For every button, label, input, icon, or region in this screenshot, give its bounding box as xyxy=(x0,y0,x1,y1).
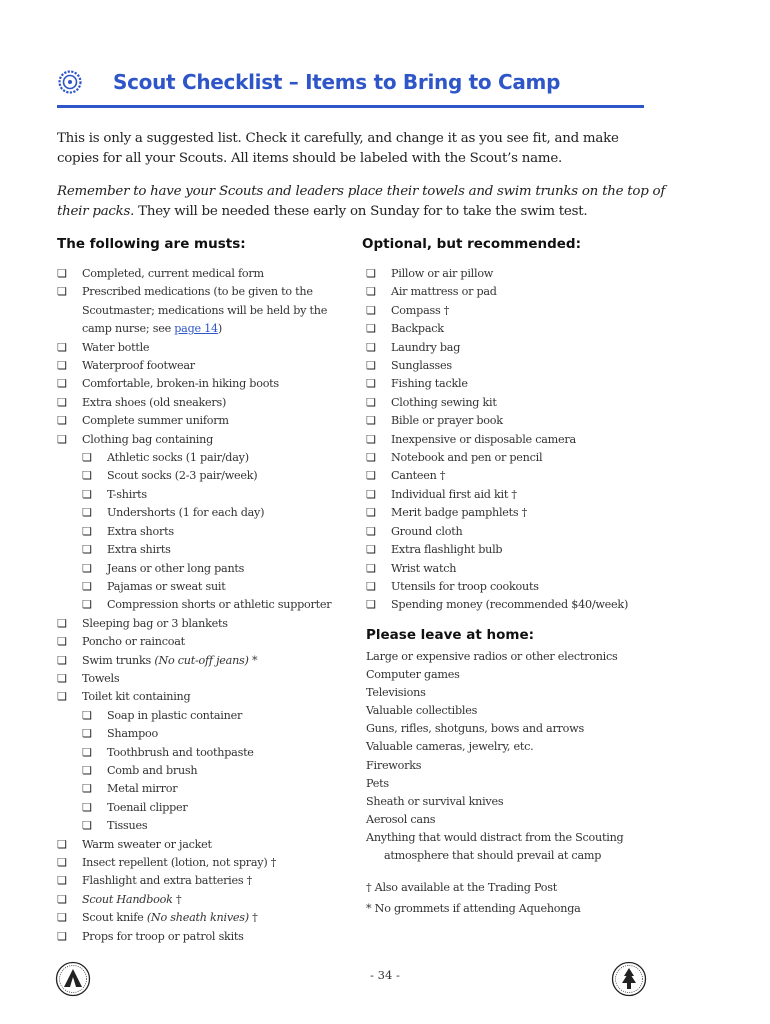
checklist-item xyxy=(57,302,347,320)
checkbox-icon[interactable]: ❏ xyxy=(82,598,92,612)
checkbox-icon[interactable]: ❏ xyxy=(57,340,67,354)
item-emphasis: (No cut-off jeans) xyxy=(154,653,249,667)
checkbox-icon[interactable]: ❏ xyxy=(82,506,92,520)
leave-home-item: Anything that would distract from the Scouting xyxy=(366,830,624,844)
checkbox-icon[interactable]: ❏ xyxy=(366,285,376,299)
checklist-item xyxy=(57,375,347,393)
leave-home-item: atmosphere that should prevail at camp xyxy=(384,849,602,863)
checklist-item xyxy=(366,394,666,412)
footnotes xyxy=(366,878,581,919)
leave-home-heading: Please leave at home: xyxy=(366,627,534,643)
checklist-item xyxy=(366,523,666,541)
item-text: Toenail clipper xyxy=(107,800,188,814)
checklist-item xyxy=(57,523,347,541)
item-text: camp nurse; see xyxy=(82,322,175,336)
checkbox-icon[interactable]: ❏ xyxy=(57,929,67,943)
item-text: Sunglasses xyxy=(391,359,452,373)
checkbox-icon[interactable]: ❏ xyxy=(366,414,376,428)
checkbox-icon[interactable]: ❏ xyxy=(366,524,376,538)
item-text: Air mattress or pad xyxy=(391,285,497,299)
checklist-item xyxy=(57,854,347,872)
checklist-item xyxy=(57,394,347,412)
checkbox-icon[interactable]: ❏ xyxy=(366,543,376,557)
item-text: Jeans or other long pants xyxy=(107,561,245,575)
footnote-asterisk: * No grommets if attending Aquehonga xyxy=(366,901,581,915)
checkbox-icon[interactable]: ❏ xyxy=(366,561,376,575)
checkbox-icon[interactable]: ❏ xyxy=(366,487,376,501)
checkbox-icon[interactable]: ❏ xyxy=(366,469,376,483)
checklist-item xyxy=(57,431,347,449)
checklist-item xyxy=(57,504,347,522)
checklist-item xyxy=(57,283,347,301)
checkbox-icon[interactable]: ❏ xyxy=(366,303,376,317)
checklist-item xyxy=(366,375,666,393)
page-number: - 34 - xyxy=(370,968,400,982)
checkbox-icon[interactable]: ❏ xyxy=(366,395,376,409)
checkbox-icon[interactable]: ❏ xyxy=(82,727,92,741)
item-text: Complete summer uniform xyxy=(82,414,229,428)
checkbox-icon[interactable]: ❏ xyxy=(366,359,376,373)
item-text: Poncho or raincoat xyxy=(82,635,185,649)
item-text: Flashlight and extra batteries † xyxy=(82,874,253,888)
item-text: Water bottle xyxy=(82,340,150,354)
checkbox-icon[interactable]: ❏ xyxy=(366,579,376,593)
checklist-item xyxy=(57,670,347,688)
checklist-item xyxy=(366,339,666,357)
checkbox-icon[interactable]: ❏ xyxy=(82,487,92,501)
leave-home-item: Sheath or survival knives xyxy=(366,794,504,808)
checklist-item xyxy=(366,486,666,504)
checkbox-icon[interactable]: ❏ xyxy=(57,414,67,428)
checkbox-icon[interactable]: ❏ xyxy=(366,506,376,520)
item-text: Ground cloth xyxy=(391,524,463,538)
checklist-item xyxy=(57,633,347,651)
item-suffix: * xyxy=(248,653,258,667)
item-text: Notebook and pen or pencil xyxy=(391,451,543,465)
checklist-item xyxy=(366,541,666,559)
checklist-item xyxy=(366,357,666,375)
checkbox-icon[interactable]: ❏ xyxy=(57,285,67,299)
checkbox-icon[interactable]: ❏ xyxy=(366,322,376,336)
item-text: Soap in plastic container xyxy=(107,708,243,722)
checkbox-icon[interactable]: ❏ xyxy=(366,432,376,446)
item-text: Athletic socks (1 pair/day) xyxy=(107,451,249,465)
checklist-item xyxy=(57,467,347,485)
item-suffix: ) xyxy=(217,322,223,336)
item-text: Individual first aid kit † xyxy=(391,487,517,501)
checkbox-icon[interactable]: ❏ xyxy=(57,856,67,869)
item-text: Insect repellent (lotion, not spray) † xyxy=(82,856,277,869)
checklist-item xyxy=(57,762,347,780)
checklist-item xyxy=(366,596,666,614)
checkbox-icon[interactable]: ❏ xyxy=(366,451,376,465)
item-text: Pillow or air pillow xyxy=(391,267,494,280)
reminder-text: They will be needed these early on Sunday for to take the swim test. xyxy=(134,204,588,219)
checklist-item xyxy=(57,596,347,614)
reminder-emphasis: Remember to have your Scouts and leaders place their towels and swim trunks on the top of their packs. xyxy=(57,184,666,219)
item-text: Extra flashlight bulb xyxy=(391,543,503,557)
item-text: Metal mirror xyxy=(107,782,178,796)
optional-checklist xyxy=(366,265,666,615)
checklist-item xyxy=(57,449,347,467)
checklist-item xyxy=(57,357,347,375)
checklist-item xyxy=(57,688,347,706)
checklist-item xyxy=(57,339,347,357)
item-text: Toilet kit containing xyxy=(82,690,191,704)
page-link[interactable]: page 14 xyxy=(174,322,218,336)
item-text: Shampoo xyxy=(107,727,159,741)
item-text: Waterproof footwear xyxy=(82,359,195,373)
item-text: Towels xyxy=(82,671,120,685)
checkbox-icon[interactable]: ❏ xyxy=(57,874,67,888)
item-text: Extra shoes (old sneakers) xyxy=(82,395,227,409)
item-text: Spending money (recommended $40/week) xyxy=(391,598,629,612)
item-text: Props for troop or patrol skits xyxy=(82,929,244,943)
checklist-item xyxy=(366,560,666,578)
item-text: Warm sweater or jacket xyxy=(82,837,212,851)
checkbox-icon[interactable]: ❏ xyxy=(366,598,376,612)
item-text: Laundry bag xyxy=(391,340,461,354)
leave-home-item: Guns, rifles, shotguns, bows and arrows xyxy=(366,722,584,736)
leave-home-list xyxy=(366,648,666,865)
item-text: Swim trunks xyxy=(82,653,155,667)
checklist-item xyxy=(366,431,666,449)
checklist-item xyxy=(57,541,347,559)
checkbox-icon[interactable]: ❏ xyxy=(57,671,67,685)
checkbox-icon[interactable]: ❏ xyxy=(57,690,67,704)
checklist-item xyxy=(366,504,666,522)
checkbox-icon[interactable]: ❏ xyxy=(57,911,67,925)
checkbox-icon[interactable]: ❏ xyxy=(57,653,67,667)
leave-home-item: Large or expensive radios or other electronics xyxy=(366,650,618,663)
checklist-item xyxy=(57,725,347,743)
checklist-item xyxy=(57,652,347,670)
checklist-item xyxy=(366,302,666,320)
checklist-item xyxy=(366,412,666,430)
checklist-item xyxy=(57,891,347,909)
checklist-item xyxy=(366,283,666,301)
musts-checklist xyxy=(57,265,347,946)
item-text: Pajamas or sweat suit xyxy=(107,579,226,593)
checklist-item xyxy=(57,265,347,283)
checklist-item xyxy=(57,707,347,725)
item-text: Merit badge pamphlets † xyxy=(391,506,528,520)
leave-home-item: Computer games xyxy=(366,668,460,682)
item-text: Comfortable, broken-in hiking boots xyxy=(82,377,279,391)
checkbox-icon[interactable]: ❏ xyxy=(82,469,92,483)
title-divider xyxy=(57,105,644,108)
checklist-item xyxy=(366,265,666,283)
item-text: Canteen † xyxy=(391,469,446,483)
reminder-paragraph xyxy=(57,182,667,222)
item-text: Sleeping bag or 3 blankets xyxy=(82,616,228,630)
item-text: Toothbrush and toothpaste xyxy=(107,745,254,759)
item-text: Fishing tackle xyxy=(391,377,468,391)
checklist-item xyxy=(57,872,347,890)
leave-home-item: Valuable cameras, jewelry, etc. xyxy=(366,740,534,754)
checklist-item xyxy=(57,799,347,817)
item-text: Scout knife xyxy=(82,911,147,925)
checkbox-icon[interactable]: ❏ xyxy=(82,524,92,538)
checkbox-icon[interactable]: ❏ xyxy=(82,543,92,557)
checklist-item xyxy=(57,412,347,430)
checkbox-icon[interactable]: ❏ xyxy=(82,561,92,575)
leave-home-item: Pets xyxy=(366,776,389,790)
checklist-item xyxy=(57,817,347,835)
checklist-item xyxy=(57,486,347,504)
item-text: Compass † xyxy=(391,303,450,317)
checkbox-icon[interactable]: ❏ xyxy=(366,377,376,391)
item-text: T-shirts xyxy=(107,487,147,501)
item-text: Extra shorts xyxy=(107,524,174,538)
page-title: Scout Checklist – Items to Bring to Camp xyxy=(113,70,561,94)
checkbox-icon[interactable]: ❏ xyxy=(82,451,92,465)
checklist-item xyxy=(57,909,347,927)
item-text: Bible or prayer book xyxy=(391,414,503,428)
checkbox-icon[interactable]: ❏ xyxy=(57,616,67,630)
checklist-item xyxy=(57,560,347,578)
musts-heading: The following are musts: xyxy=(57,236,246,252)
item-suffix: † xyxy=(248,911,258,925)
checkbox-icon[interactable]: ❏ xyxy=(82,579,92,593)
checkbox-icon[interactable]: ❏ xyxy=(57,892,67,906)
item-text: Clothing sewing kit xyxy=(391,395,497,409)
checkbox-icon[interactable]: ❏ xyxy=(57,635,67,649)
checklist-item xyxy=(366,467,666,485)
checklist-item xyxy=(366,449,666,467)
checkbox-icon[interactable]: ❏ xyxy=(82,745,92,759)
checklist-item xyxy=(366,578,666,596)
checkbox-icon[interactable]: ❏ xyxy=(366,340,376,354)
checkbox-icon[interactable]: ❏ xyxy=(57,432,67,446)
checkbox-icon[interactable]: ❏ xyxy=(57,377,67,391)
item-text: Scoutmaster; medications will be held by the xyxy=(82,303,328,317)
item-emphasis: (No sheath knives) xyxy=(146,911,249,925)
leave-home-item: Fireworks xyxy=(366,758,422,772)
item-text: Compression shorts or athletic supporter xyxy=(107,598,332,612)
leave-home-item: Aerosol cans xyxy=(366,812,436,826)
compass-emblem-icon xyxy=(58,70,82,94)
checkbox-icon[interactable]: ❏ xyxy=(82,800,92,814)
checkbox-icon[interactable]: ❏ xyxy=(82,763,92,777)
leave-home-item: Televisions xyxy=(366,686,426,700)
checklist-item xyxy=(57,578,347,596)
item-text: Tissues xyxy=(107,819,148,833)
checkbox-icon[interactable]: ❏ xyxy=(57,837,67,851)
checkbox-icon[interactable]: ❏ xyxy=(82,782,92,796)
intro-paragraph: This is only a suggested list. Check it carefully, and change it as you see fit, and make copies for all your Scouts. All items should be labeled with the Scout’s name. xyxy=(57,131,619,166)
item-text: Inexpensive or disposable camera xyxy=(391,432,576,446)
item-text: Prescribed medications (to be given to the xyxy=(82,285,313,299)
item-text: Undershorts (1 for each day) xyxy=(107,506,265,520)
item-text: Extra shirts xyxy=(107,543,171,557)
checkbox-icon[interactable]: ❏ xyxy=(57,359,67,373)
checkbox-icon[interactable]: ❏ xyxy=(82,708,92,722)
checkbox-icon[interactable]: ❏ xyxy=(366,267,376,280)
item-text: Scout socks (2-3 pair/week) xyxy=(107,469,258,483)
checkbox-icon[interactable]: ❏ xyxy=(57,395,67,409)
checklist-item xyxy=(57,744,347,762)
item-text: Clothing bag containing xyxy=(82,432,213,446)
item-text: Wrist watch xyxy=(391,561,457,575)
footnote-dagger: † Also available at the Trading Post xyxy=(366,881,558,894)
checkbox-icon[interactable]: ❏ xyxy=(82,819,92,833)
item-text: Comb and brush xyxy=(107,763,198,777)
checklist-item xyxy=(57,836,347,854)
checklist-item xyxy=(57,615,347,633)
leave-home-item: Valuable collectibles xyxy=(366,704,478,718)
checkbox-icon[interactable]: ❏ xyxy=(57,267,67,280)
item-text: Completed, current medical form xyxy=(82,267,264,280)
checklist-item xyxy=(366,320,666,338)
checklist-item xyxy=(57,928,347,946)
item-text: Utensils for troop cookouts xyxy=(391,579,539,593)
item-text: Backpack xyxy=(391,322,444,336)
item-suffix: † xyxy=(172,892,182,906)
optional-heading: Optional, but recommended: xyxy=(362,236,581,252)
checklist-item xyxy=(57,320,347,338)
item-emphasis: Scout Handbook xyxy=(82,892,173,906)
checklist-item xyxy=(57,780,347,798)
